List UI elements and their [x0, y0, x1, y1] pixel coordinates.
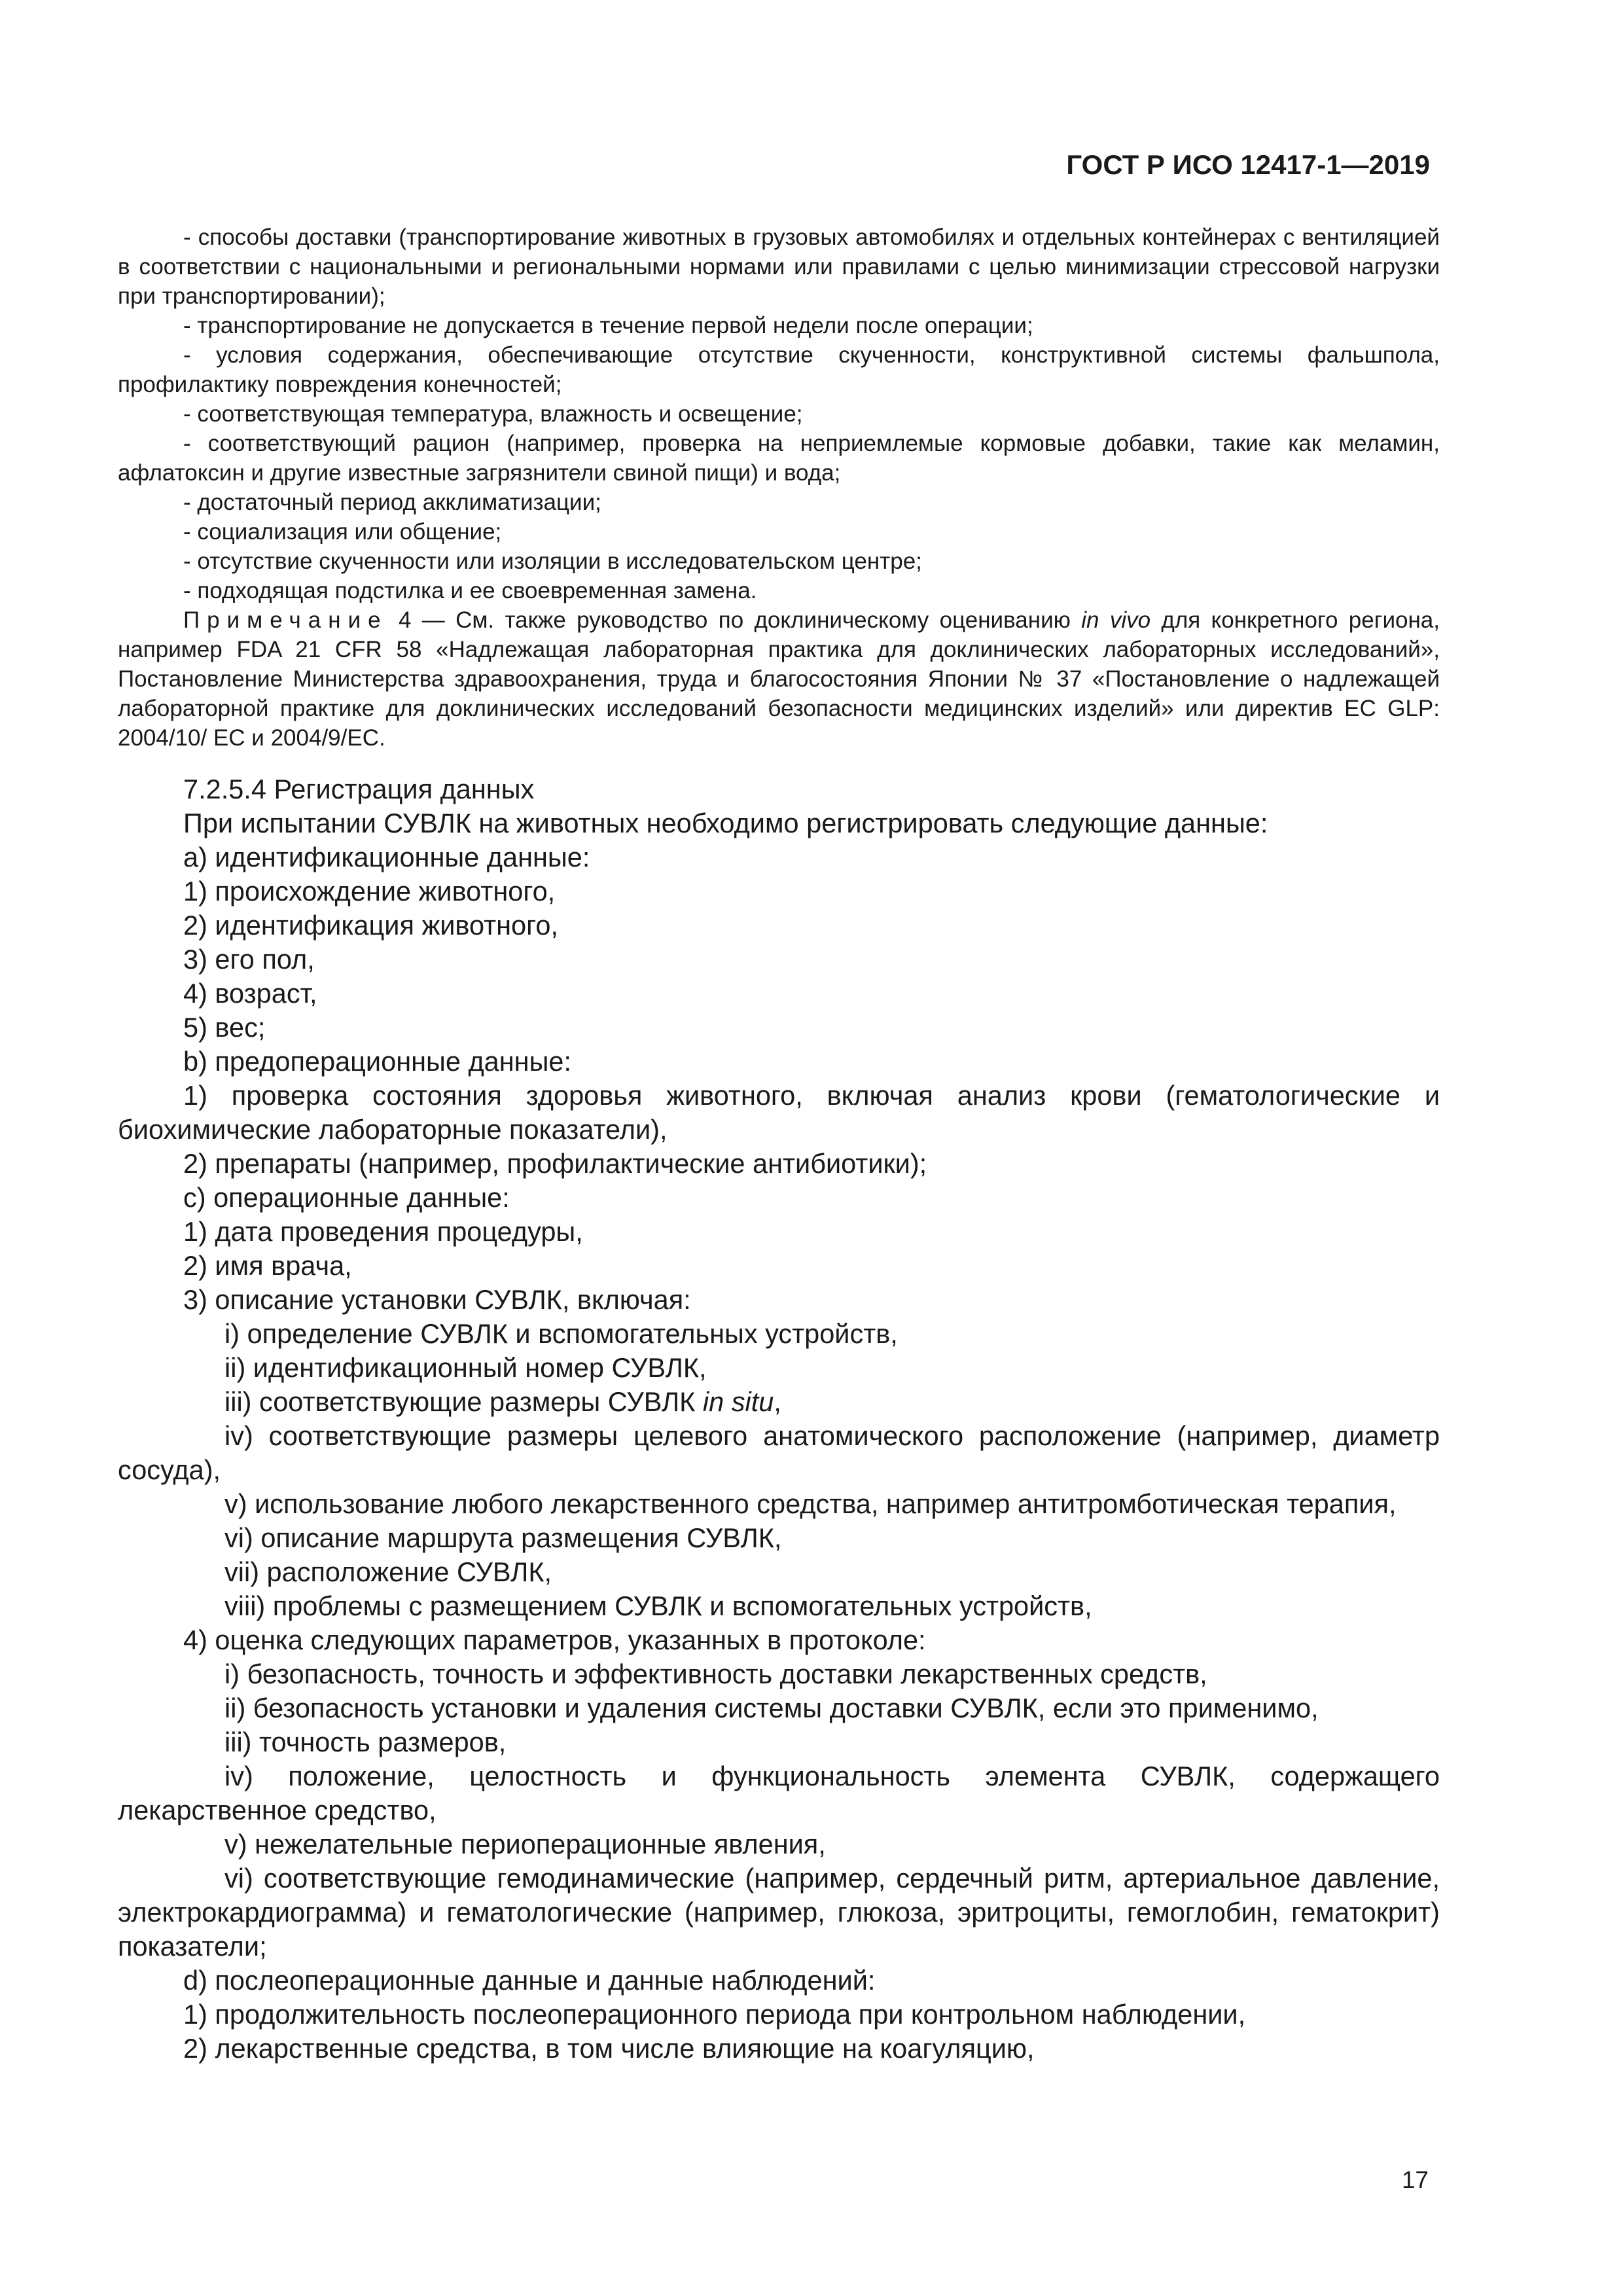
sub-list-item: iv) соответствующие размеры целевого анатомического расположение (например, диаметр сосуда),	[118, 1420, 1440, 1485]
list-item: c) операционные данные:	[183, 1182, 510, 1213]
sub-list-item	[118, 1385, 1440, 1419]
sub-list-item: iii) точность размеров,	[224, 1727, 507, 1757]
note-text-rest: для конкретного региона, например FDA 21 CFR 58 «Надлежащая лабораторная практика для доклинических лабораторных исследований», Постановление Министерства здравоохранения, труда и благосостояния Японии № 37 «Постановление о надлежащей лабораторной практике для доклинических исследований безопасности медицинских изделий» или директив ЕС GLP: 2004/10/ ЕС и 2004/9/ЕС.	[118, 607, 1440, 751]
list-item: - достаточный период акклиматизации;	[183, 490, 601, 515]
list-item: - соответствующая температура, влажность и освещение;	[183, 401, 803, 427]
list-item: a) идентификационные данные:	[183, 842, 590, 872]
list-item: - социализация или общение;	[183, 519, 502, 545]
sub-list-item: iv) положение, целостность и функциональность элемента СУВЛК, содержащего лекарственное средство,	[118, 1761, 1440, 1825]
note-label: Примечание	[183, 607, 388, 633]
list-item: 2) лекарственные средства, в том числе влияющие на коагуляцию,	[183, 2033, 1035, 2064]
list-item: - подходящая подстилка и ее своевременная замена.	[183, 578, 757, 603]
list-item: 1) дата проведения процедуры,	[183, 1216, 583, 1247]
sub-list-item: vii) расположение СУВЛК,	[224, 1556, 552, 1587]
list-item: 2) препараты (например, профилактические антибиотики);	[183, 1148, 927, 1179]
list-item: 5) вес;	[183, 1012, 266, 1043]
conditions-list	[118, 223, 1440, 753]
sub-list-item: i) безопасность, точность и эффективность доставки лекарственных средств,	[224, 1659, 1207, 1689]
sub-list-item: i) определение СУВЛК и вспомогательных устройств,	[224, 1318, 898, 1349]
list-item: - условия содержания, обеспечивающие отсутствие скученности, конструктивной системы фальшпола, профилактику повреждения конечностей;	[118, 342, 1440, 397]
page-content	[118, 223, 1440, 2066]
sub-list-item: ii) безопасность установки и удаления системы доставки СУВЛК, если это применимо,	[224, 1693, 1319, 1723]
list-item: 4) возраст,	[183, 978, 317, 1009]
list-item: 2) имя врача,	[183, 1250, 352, 1281]
sub-list-item: ii) идентификационный номер СУВЛК,	[224, 1352, 707, 1383]
list-item: d) послеоперационные данные и данные наблюдений:	[183, 1965, 876, 1996]
list-item: b) предоперационные данные:	[183, 1046, 572, 1077]
list-item: 1) происхождение животного,	[183, 876, 556, 906]
document-header: ГОСТ Р ИСО 12417-1—2019	[1066, 149, 1430, 180]
list-item: - соответствующий рацион (например, проверка на неприемлемые кормовые добавки, такие как меламин, афлатоксин и другие известные загрязнители свиной пищи) и вода;	[118, 431, 1440, 486]
list-item: 1) проверка состояния здоровья животного, включая анализ крови (гематологические и биохимические лабораторные показатели),	[118, 1080, 1440, 1145]
list-item: 4) оценка следующих параметров, указанных в протоколе:	[183, 1624, 926, 1655]
sub-list-item: viii) проблемы с размещением СУВЛК и вспомогательных устройств,	[224, 1590, 1092, 1621]
list-item: 2) идентификация животного,	[183, 910, 558, 941]
sub-list-italic: in situ	[702, 1386, 774, 1417]
sub-list-text: iii) соответствующие размеры СУВЛК	[224, 1386, 703, 1417]
section-title: 7.2.5.4 Регистрация данных	[183, 774, 535, 804]
list-item: 3) его пол,	[183, 944, 315, 975]
list-item: - отсутствие скученности или изоляции в исследовательском центре;	[183, 548, 922, 574]
sub-list-text: ,	[774, 1386, 781, 1417]
section-intro: При испытании СУВЛК на животных необходимо регистрировать следующие данные:	[183, 808, 1268, 838]
sub-list-item: vi) описание маршрута размещения СУВЛК,	[224, 1522, 782, 1553]
data-registration-section	[118, 772, 1440, 2066]
list-item: - транспортирование не допускается в течение первой недели после операции;	[183, 313, 1033, 338]
note-paragraph	[118, 605, 1440, 753]
list-item: 1) продолжительность послеоперационного периода при контрольном наблюдении,	[183, 1999, 1246, 2030]
sub-list-item: v) использование любого лекарственного средства, например антитромботическая терапия,	[224, 1488, 1397, 1519]
list-item: 3) описание установки СУВЛК, включая:	[183, 1284, 691, 1315]
list-item: - способы доставки (транспортирование животных в грузовых автомобилях и отдельных контейнерах с вентиляцией в соответствии с национальными и региональными нормами или правилами с целью минимизации стрессовой нагрузки при транспортировании);	[118, 224, 1440, 309]
sub-list-item: v) нежелательные периоперационные явления,	[224, 1829, 826, 1859]
sub-list-item: vi) соответствующие гемодинамические (например, сердечный ритм, артериальное давление, электрокардиограмма) и гематологические (например, глюкоза, эритроциты, гемоглобин, гематокрит) показатели;	[118, 1863, 1440, 1962]
page-number: 17	[1401, 2166, 1429, 2193]
note-text: 4 — См. также руководство по доклиническому оцениванию	[387, 607, 1082, 633]
note-italic: in vivo	[1081, 607, 1151, 633]
